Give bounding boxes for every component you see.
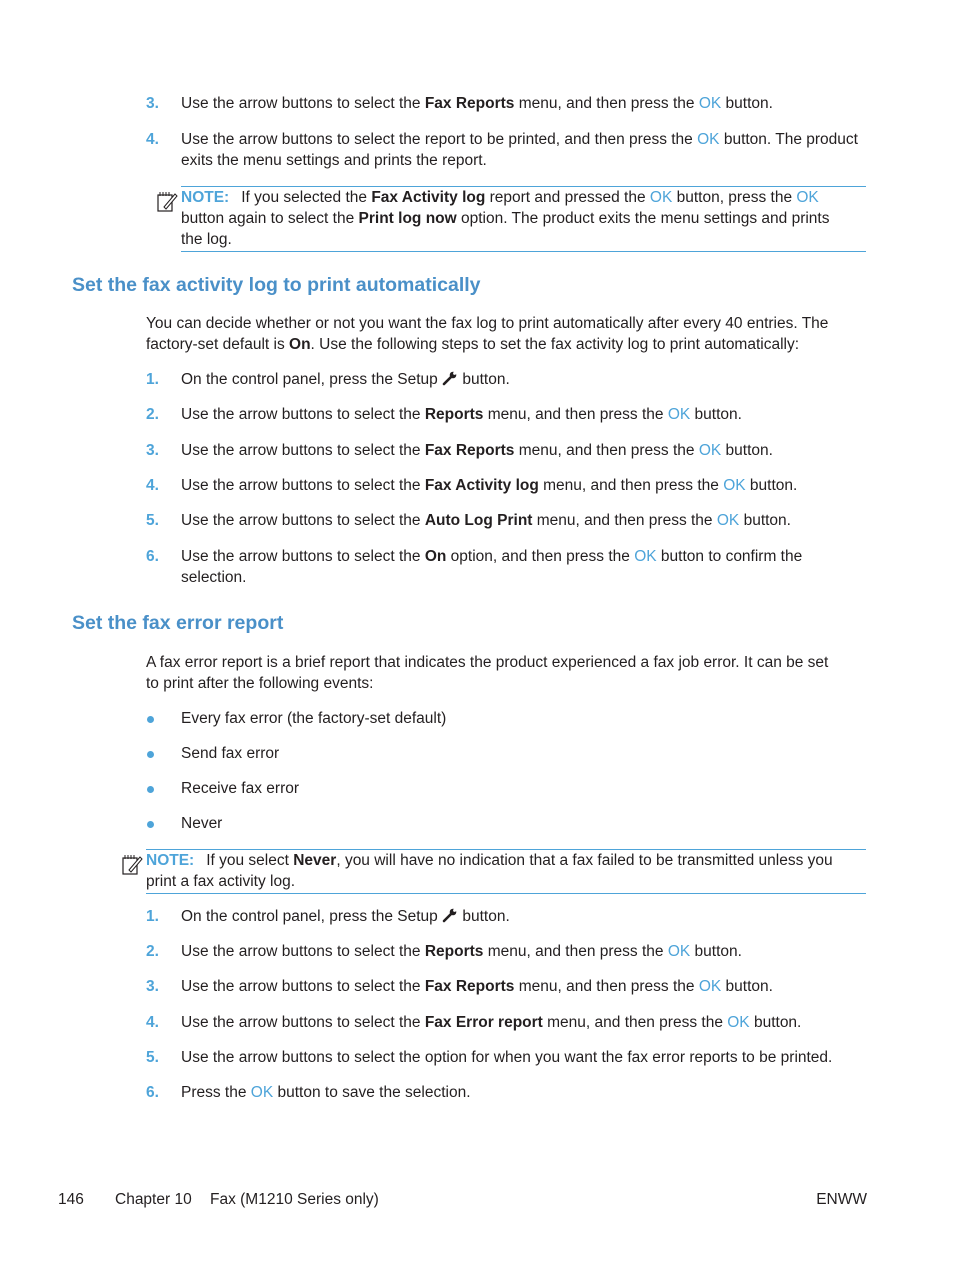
step-text: button. [690,406,742,423]
step-text: Use the arrow buttons to select the [181,978,425,995]
note-text: button, press the [672,189,797,206]
option-name: Never [293,852,337,869]
step-number: 3. [146,95,159,112]
step-text: Use the arrow buttons to select the [181,512,425,529]
intro-text: You can decide whether or not you want the fax log to print automatically after every 40 entries. The [146,315,829,332]
step-text: button. [749,1014,802,1031]
step-number: 6. [146,548,159,565]
wrench-icon [442,371,458,386]
note-text: report and pressed the [485,189,650,206]
section2-intro [146,652,858,694]
chapter-title: Fax (M1210 Series only) [210,1191,379,1208]
wrench-icon [442,908,458,923]
intro-text: to print after the following events: [146,675,374,692]
option-name: On [424,548,447,565]
step-text: Use the arrow buttons to select the report to be printed, and then press the [181,131,698,148]
note-text: the log. [181,231,232,248]
step-number: 4. [146,1014,159,1031]
step-text: menu, and then press the [542,1014,728,1031]
ok-button-label: OK [649,189,673,206]
ok-button-label: OK [727,1014,750,1031]
intro-text: . Use the following steps to set the fax activity log to print automatically: [310,336,800,353]
note-text: option. The product exits the menu settings and prints [456,210,830,227]
step-text: button. [739,512,791,529]
note-text: print a fax activity log. [146,873,296,890]
step-text: Use the arrow buttons to select the [181,477,425,494]
step-text: Use the arrow buttons to select the [181,943,425,960]
ok-button-label: OK [667,943,691,960]
menu-name: Fax Reports [424,978,515,995]
step-text: button. [690,943,742,960]
note-pad-icon [156,190,178,214]
step-number: 2. [146,943,159,960]
step-text: Use the arrow buttons to select the option for when you want the fax error reports to be printed. [181,1049,833,1066]
note-fax-activity-log [181,186,866,252]
intro-text: A fax error report is a brief report that indicates the product experienced a fax job error. It can be set [146,654,829,671]
ok-button-label: OK [698,978,722,995]
note-label: NOTE: [146,852,195,869]
bullet-icon [147,716,154,723]
section-heading-auto-log: Set the fax activity log to print automatically [72,274,481,296]
step-text: option, and then press the [446,548,635,565]
list-item-text: Every fax error (the factory-set default) [181,710,447,727]
option-name: Print log now [358,210,457,227]
ok-button-label: OK [634,548,657,565]
ok-button-label: OK [250,1084,274,1101]
step-text: menu, and then press the [483,406,668,423]
chapter-label: Chapter 10 [115,1191,192,1208]
ok-button-label: OK [698,95,722,112]
note-text: If you select [206,852,294,869]
section-heading-error-report: Set the fax error report [72,612,284,634]
menu-name: Reports [424,406,484,423]
step-number: 1. [146,371,159,388]
step-text: button to save the selection. [273,1084,471,1101]
bullet-icon [147,786,154,793]
step-text: menu, and then press the [483,943,668,960]
ok-button-label: OK [698,442,722,459]
step-text: button. [721,95,773,112]
ok-button-label: OK [716,512,740,529]
section1-intro [146,313,858,355]
footer-enww: ENWW [816,1191,867,1208]
step-text: On the control panel, press the Setup [181,371,443,388]
step-text: menu, and then press the [514,95,699,112]
list-item-text: Receive fax error [181,780,300,797]
list-item-text: Send fax error [181,745,280,762]
ok-button-label: OK [796,189,819,206]
menu-name: Fax Reports [424,95,515,112]
step-number: 5. [146,1049,159,1066]
menu-name: Fax Activity log [424,477,539,494]
step-text: selection. [181,569,247,586]
list-item-text: Never [181,815,223,832]
step-number: 1. [146,908,159,925]
step-text: button. [458,371,510,388]
ok-button-label: OK [723,477,746,494]
note-never-option [146,849,866,894]
step-text: Use the arrow buttons to select the [181,95,425,112]
note-text: If you selected the [241,189,372,206]
step-text: Use the arrow buttons to select the [181,548,425,565]
note-text: , you will have no indication that a fax failed to be transmitted unless you [336,852,833,869]
step-text: button to confirm the [656,548,803,565]
step-text: button. [458,908,510,925]
step-text: menu, and then press the [514,442,699,459]
step-text: menu, and then press the [538,477,724,494]
step-number: 3. [146,978,159,995]
bullet-icon [147,821,154,828]
step-text: Use the arrow buttons to select the [181,442,425,459]
step-number: 4. [146,477,159,494]
step-number: 2. [146,406,159,423]
intro-text: factory-set default is [146,336,290,353]
step-text: menu, and then press the [514,978,699,995]
step-text: button. The product [719,131,858,148]
menu-name: Fax Error report [424,1014,543,1031]
step-number: 5. [146,512,159,529]
menu-name: Reports [424,943,484,960]
bullet-icon [147,751,154,758]
step-text: Press the [181,1084,251,1101]
step-text: exits the menu settings and prints the report. [181,152,487,169]
step-text: On the control panel, press the Setup [181,908,443,925]
note-label: NOTE: [181,189,230,206]
note-pad-icon [121,853,143,877]
page-number: 146 [58,1191,84,1208]
report-name: Fax Activity log [371,189,486,206]
ok-button-label: OK [667,406,691,423]
menu-name: Fax Reports [424,442,515,459]
ok-button-label: OK [697,131,720,148]
step-number: 4. [146,131,159,148]
step-text: button. [721,978,773,995]
step-text: Use the arrow buttons to select the [181,406,425,423]
step-text: menu, and then press the [532,512,717,529]
step-text: button. [721,442,773,459]
step-text: Use the arrow buttons to select the [181,1014,425,1031]
menu-name: Auto Log Print [424,512,533,529]
step-number: 3. [146,442,159,459]
note-text: button again to select the [181,210,359,227]
default-value: On [289,336,311,353]
step-number: 6. [146,1084,159,1101]
step-text: button. [745,477,798,494]
